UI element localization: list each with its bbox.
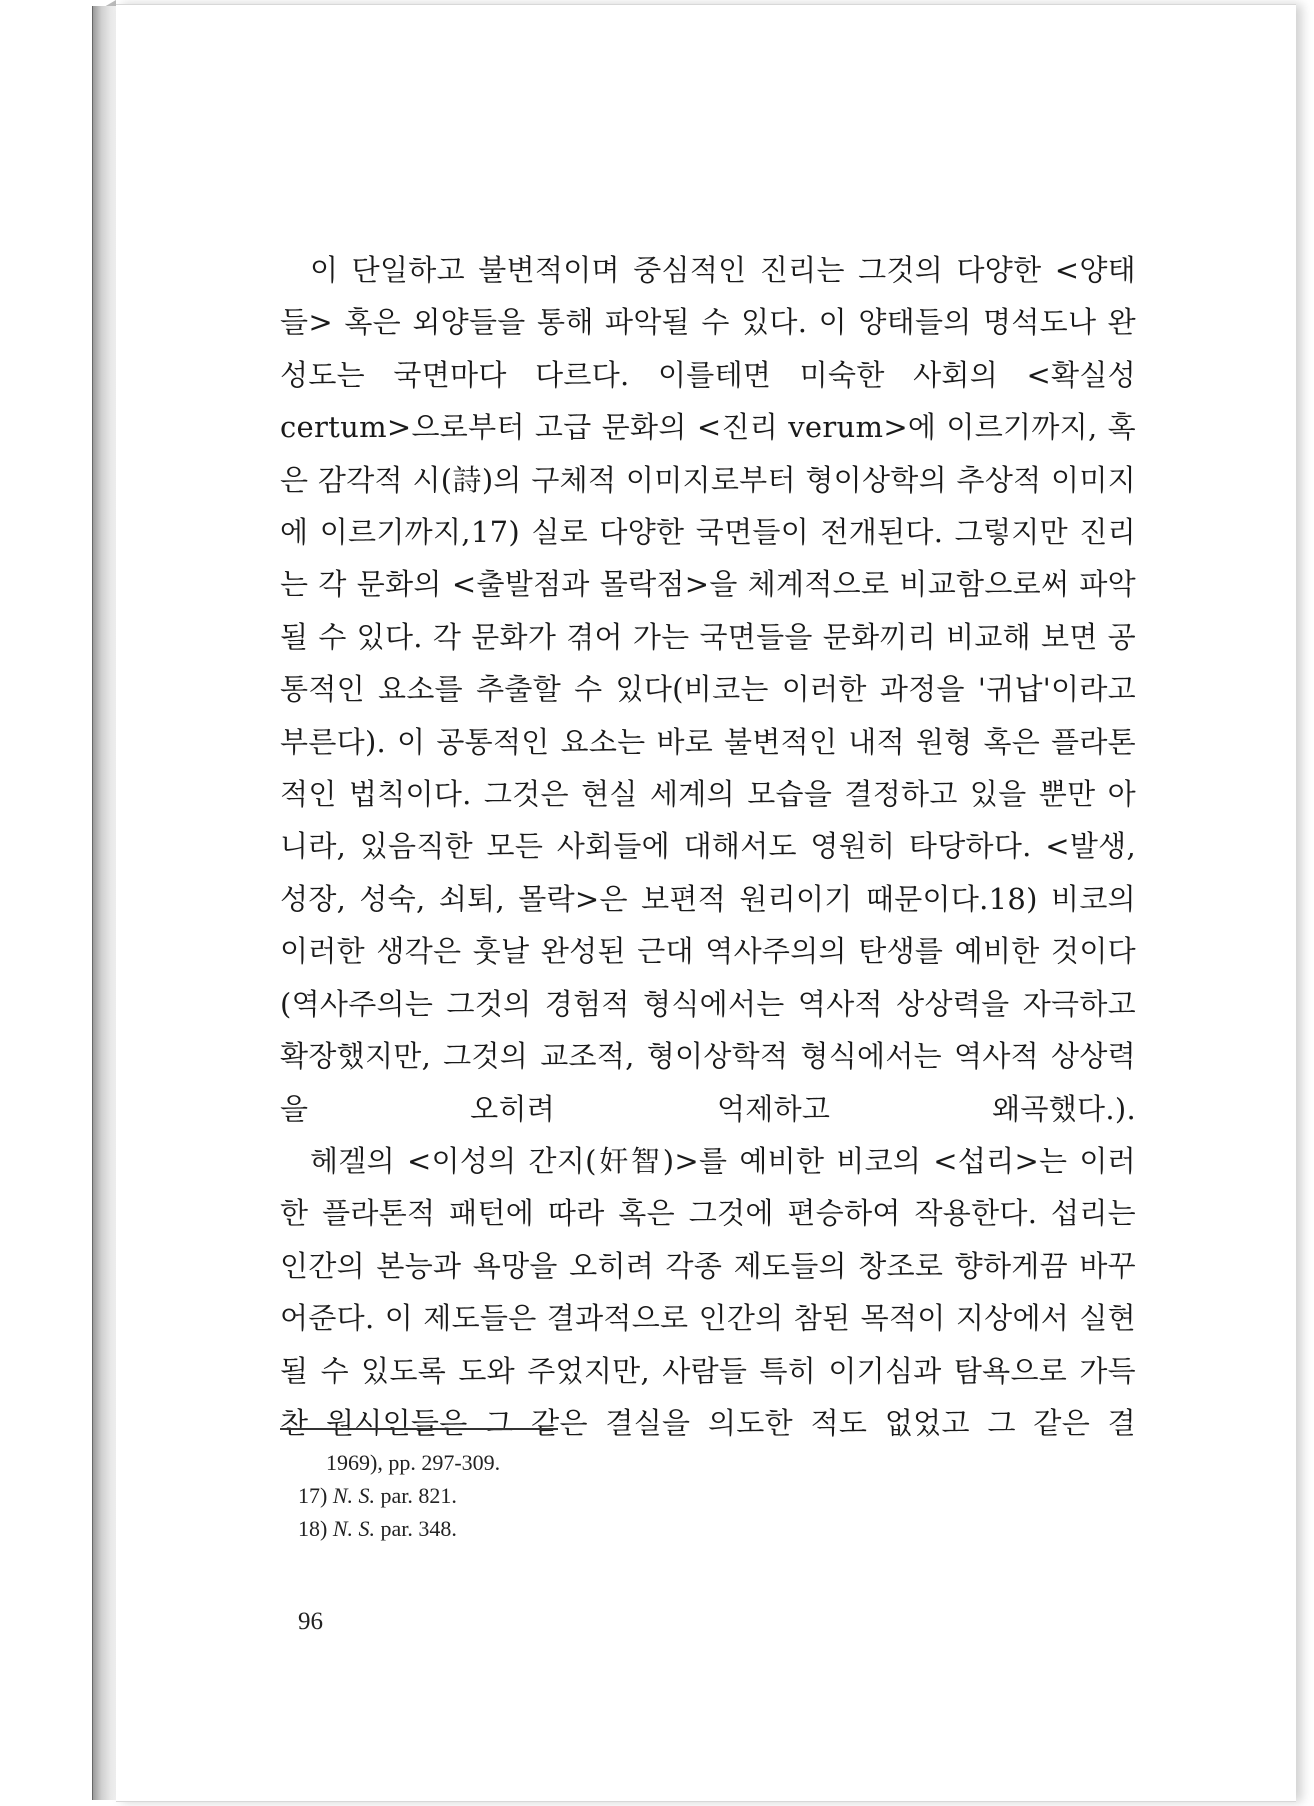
book-page-edge xyxy=(92,6,117,1800)
footnote-17-text: par. 821. xyxy=(375,1483,457,1508)
footnote-divider xyxy=(280,1428,558,1430)
footnote-18-text: par. 348. xyxy=(375,1516,457,1541)
body-text xyxy=(280,244,1136,1449)
footnote-17 xyxy=(298,1479,500,1512)
footnote-17-reference: N. S. xyxy=(332,1483,376,1508)
footnote-18 xyxy=(298,1512,500,1545)
footnotes xyxy=(298,1446,500,1545)
page-number: 96 xyxy=(298,1608,323,1635)
footnote-18-reference: N. S. xyxy=(332,1516,376,1541)
paragraph-1: 이 단일하고 불변적이며 중심적인 진리는 그것의 다양한 <양태들> 혹은 외양들을 통해 파악될 수 있다. 이 양태들의 명석도나 완성도는 국면마다 다르다. 이를테면 미숙한 사회의 <확실성 certum>으로부터 고급 문화의 <진리 verum>에 이르기까지, 혹은 감각적 시(詩)의 구체적 이미지로부터 형이상학의 추상적 이미지에 이르기까지,17) 실로 다양한 국면들이 전개된다. 그렇지만 진리는 각 문화의 <출발점과 몰락점>을 체계적으로 비교함으로써 파악될 수 있다. 각 문화가 겪어 가는 국면들을 문화끼리 비교해 보면 공통적인 요소를 추출할 수 있다(비코는 이러한 과정을 '귀납'이라고 부른다). 이 공통적인 요소는 바로 불변적인 내적 원형 혹은 플라톤적인 법칙이다. 그것은 현실 세계의 모습을 결정하고 있을 뿐만 아니라, 있음직한 모든 사회들에 대해서도 영원히 타당하다. <발생, 성장, 성숙, 쇠퇴, 몰락>은 보편적 원리이기 때문이다.18) 비코의 이러한 생각은 훗날 완성된 근대 역사주의의 탄생를 예비한 것이다(역사주의는 그것의 경험적 형식에서는 역사적 상상력을 자극하고 확장했지만, 그것의 교조적, 형이상학적 형식에서는 역사적 상상력을 오히려 억제하고 왜곡했다.). xyxy=(280,253,1136,1126)
footnote-17-number: 17) xyxy=(298,1483,328,1508)
footnote-18-number: 18) xyxy=(298,1516,328,1541)
footnote-continuation: 1969), pp. 297-309. xyxy=(326,1450,501,1475)
paragraph-2: 헤겔의 <이성의 간지(奸智)>를 예비한 비코의 <섭리>는 이러한 플라톤적 패턴에 따라 혹은 그것에 편승하여 작용한다. 섭리는 인간의 본능과 욕망을 오히려 각종 제도들의 창조로 향하게끔 바꾸어준다. 이 제도들은 결과적으로 인간의 참된 목적이 지상에서 실현될 수 있도록 도와 주었지만, 사람들 특히 이기심과 탐욕으로 가득 찬 원시인들은 그 같은 결실을 의도한 적도 없었고 그 같은 결 xyxy=(280,1143,1136,1440)
